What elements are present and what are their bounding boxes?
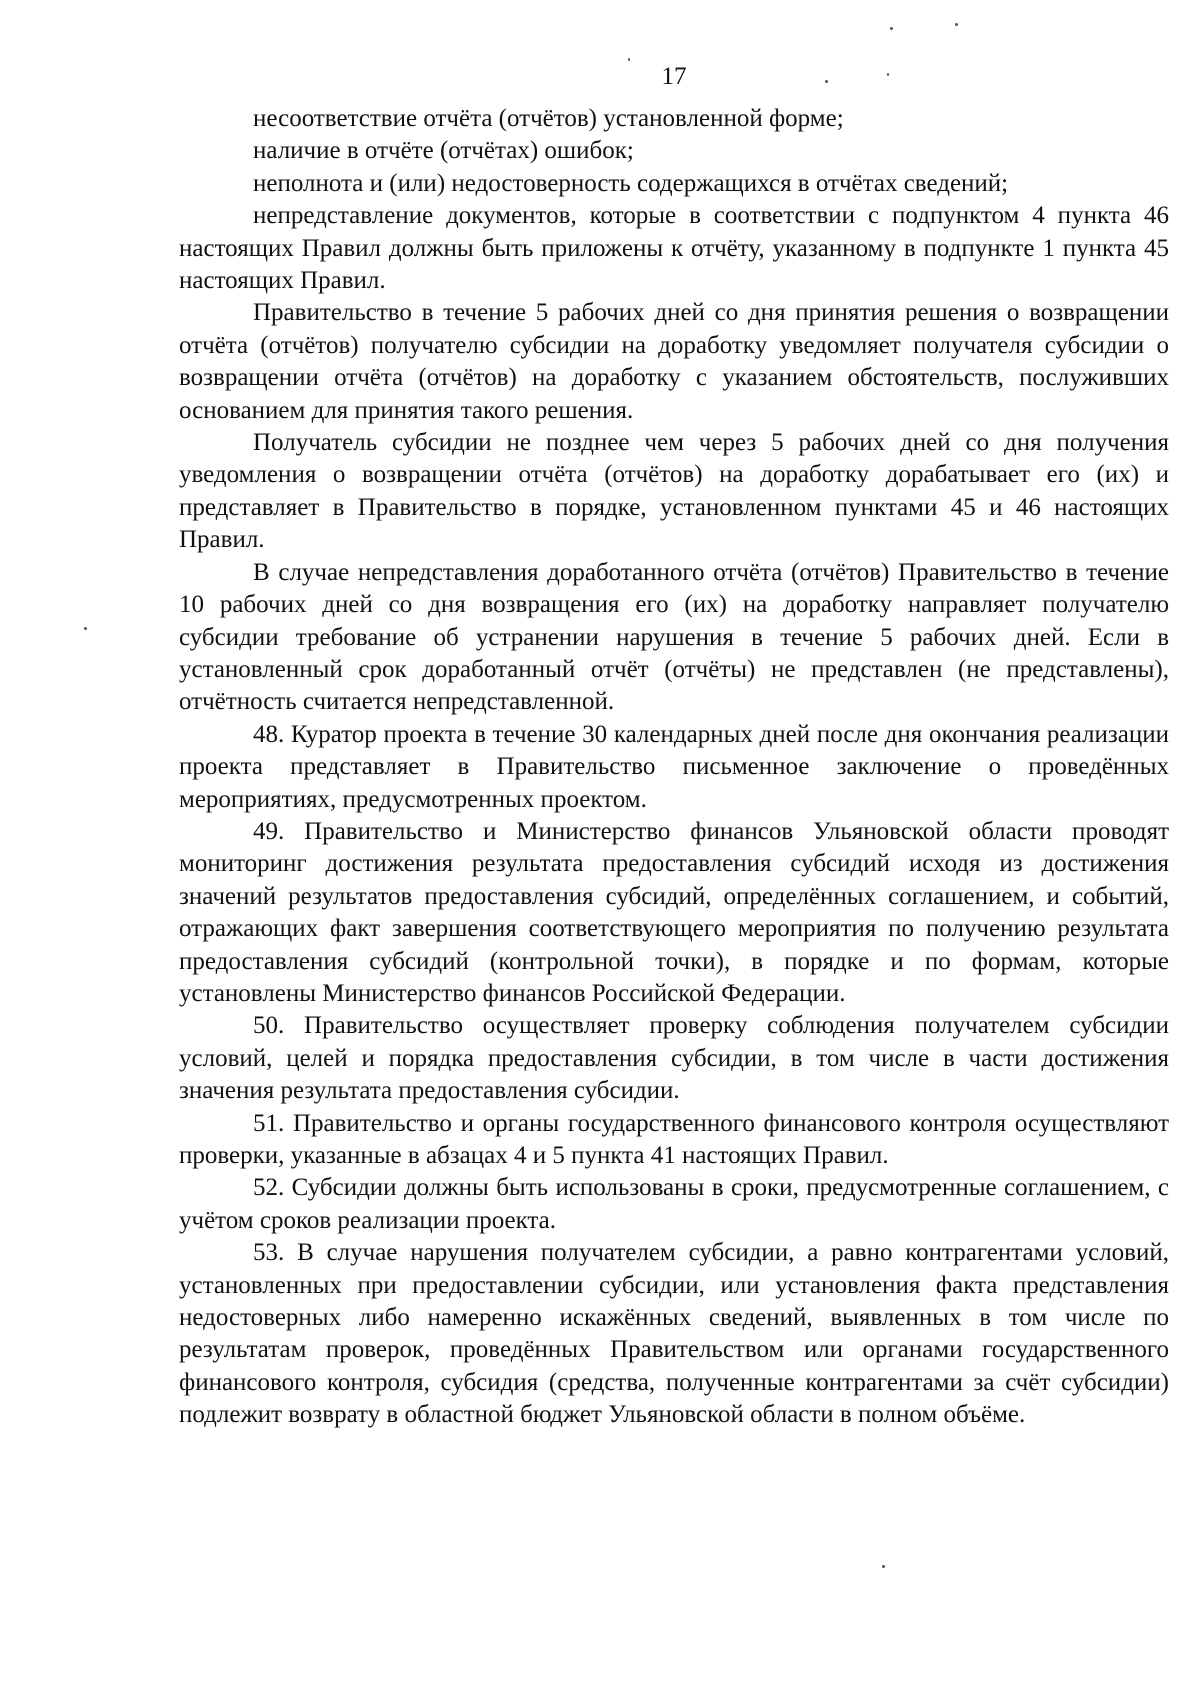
scan-speck xyxy=(628,58,630,61)
paragraph: Получатель субсидии не позднее чем через 5 рабочих дней со дня получения уведомления о возвращении отчёта (отчётов) на доработку дорабатывает его (их) и представляет в Правительство в порядке, установленном пунктами 45 и 46 настоящих Правил. xyxy=(179,429,1169,554)
paragraph: наличие в отчёте (отчётах) ошибок; xyxy=(253,137,634,165)
paragraph-item-52: 52. Субсидии должны быть использованы в сроки, предусмотренные соглашением, с учётом сроков реализации проекта. xyxy=(179,1174,1169,1234)
paragraph-item-51: 51. Правительство и органы государственного финансового контроля осуществляют проверки, указанные в абзацах 4 и 5 пункта 41 настоящих Правил. xyxy=(179,1109,1169,1169)
paragraph-item-50: 50. Правительство осуществляет проверку соблюдения получателем субсидии условий, целей и порядка предоставления субсидии, в том числе в части достижения значения результата предоставления субсидии. xyxy=(179,1012,1169,1105)
paragraph: несоответствие отчёта (отчётов) установленной форме; xyxy=(253,105,844,132)
scan-speck xyxy=(84,627,87,630)
scan-speck xyxy=(890,27,893,30)
paragraph-item-49: 49. Правительство и Министерство финансов Ульяновской области проводят мониторинг достижения результата предоставления субсидий исходя из достижения значений результатов предоставления субсидий, определённых соглашением, и событий, отражающих факт завершения соответствующего мероприятия по получению результата предоставления субсидий (контрольной точки), в порядке и по формам, которые установлены Министерство финансов Российской Федерации. xyxy=(179,817,1169,1007)
scan-speck xyxy=(955,23,958,26)
scan-speck xyxy=(882,1565,885,1568)
document-body xyxy=(179,103,1169,1432)
paragraph-item-53: 53. В случае нарушения получателем субсидии, а равно контрагентами условий, установленных при предоставлении субсидии, или установления факта представления недостоверных либо намеренно искажённых сведений, выявленных в том числе по результатам проверок, проведённых Правительством или органами государственного финансового контроля, субсидия (средства, полученные контрагентами за счёт субсидии) подлежит возврату в областной бюджет Ульяновской области в полном объёме. xyxy=(179,1239,1169,1429)
paragraph: неполнота и (или) недостоверность содержащихся в отчётах сведений; xyxy=(253,169,1009,197)
scan-speck xyxy=(887,73,889,76)
paragraph: В случае непредставления доработанного отчёта (отчётов) Правительство в течение 10 рабочих дней со дня возвращения его (их) на доработку направляет получателю субсидии требование об устранении нарушения в течение 5 рабочих дней. Если в установленный срок доработанный отчёт (отчёты) не представлен (не представлены), отчётность считается непредставленной. xyxy=(179,558,1169,716)
paragraph: непредставление документов, которые в соответствии с подпунктом 4 пункта 46 настоящих Правил должны быть приложены к отчёту, указанному в подпункте 1 пункта 45 настоящих Правил. xyxy=(179,202,1169,295)
paragraph: Правительство в течение 5 рабочих дней со дня принятия решения о возвращении отчёта (отчётов) получателю субсидии на доработку уведомляет получателя субсидии о возвращении отчёта (отчётов) на доработку с указанием обстоятельств, послуживших основанием для принятия такого решения. xyxy=(179,299,1169,424)
paragraph-item-48: 48. Куратор проекта в течение 30 календарных дней после дня окончания реализации проекта представляет в Правительство письменное заключение о проведённых мероприятиях, предусмотренных проектом. xyxy=(179,720,1169,813)
scan-speck xyxy=(825,80,828,83)
page-number: 17 xyxy=(661,63,687,90)
